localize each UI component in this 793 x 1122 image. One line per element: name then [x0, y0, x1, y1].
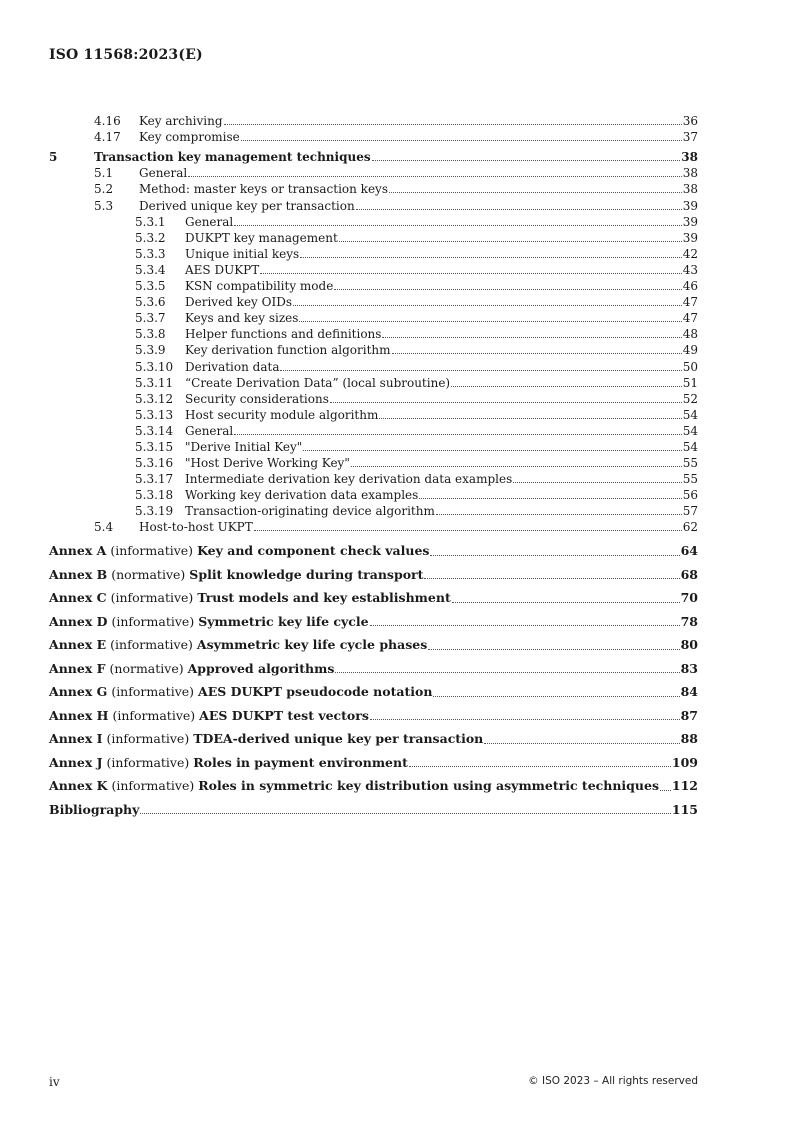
- leader-dots: [436, 514, 682, 515]
- toc-entry-5-4[interactable]: [49, 519, 698, 535]
- annex-page: 88: [680, 731, 698, 747]
- toc-entry-number: 5.3.3: [135, 246, 166, 261]
- toc-entry-annex-c[interactable]: [49, 586, 698, 610]
- toc-entry-5-3-19[interactable]: [49, 503, 698, 519]
- toc-entry-title: Helper functions and definitions: [185, 327, 382, 342]
- toc-entry-page: 47: [682, 311, 698, 326]
- toc-entry-number: 5.3.19: [135, 504, 174, 519]
- toc-entry-page: 49: [682, 343, 698, 358]
- toc-entry-number: 5.3.11: [135, 375, 174, 390]
- toc-entry-title: Working key derivation data examples: [185, 488, 419, 503]
- toc-entry-number: 5.4: [94, 520, 114, 535]
- toc-entry-page: 39: [682, 198, 698, 213]
- toc-entry-page: 62: [682, 520, 698, 535]
- toc-entry-page: 54: [682, 423, 698, 438]
- toc-section-4-continued: [49, 113, 698, 145]
- toc-entry-number: 4.16: [94, 114, 121, 129]
- toc-entry-title: “Create Derivation Data” (local subroutine): [185, 375, 451, 390]
- toc-entry-number: 5.3.14: [135, 423, 174, 438]
- toc-entry-page: 38: [682, 166, 698, 181]
- toc-entry-title: Unique initial keys: [185, 246, 300, 261]
- toc-entry-title: Transaction key management techniques: [94, 150, 371, 165]
- toc-entry-page: 52: [682, 391, 698, 406]
- page-number: iv: [49, 1075, 60, 1089]
- toc-entry-5-3-7[interactable]: [49, 310, 698, 326]
- toc-entry-5-3-15[interactable]: [49, 439, 698, 455]
- toc-entry-page: 37: [682, 130, 698, 145]
- annex-label: Annex K: [49, 778, 108, 794]
- toc-entry-page: 38: [681, 150, 698, 165]
- annex-kind: (informative): [111, 613, 195, 629]
- annex-page: 109: [671, 754, 698, 770]
- toc-entry-page: 50: [682, 359, 698, 374]
- toc-entry-5-3-4[interactable]: [49, 262, 698, 278]
- annex-page: 68: [680, 566, 698, 582]
- annex-title: AES DUKPT pseudocode notation: [198, 684, 433, 700]
- toc-entry-number: 5.3.10: [135, 359, 174, 374]
- copyright-notice: © ISO 2023 – All rights reserved: [528, 1075, 698, 1087]
- leader-dots: [299, 321, 681, 322]
- toc-entry-title: Method: master keys or transaction keys: [139, 182, 388, 197]
- toc-entry-title: Key derivation function algorithm: [185, 343, 391, 358]
- annex-label: Annex E: [49, 637, 107, 653]
- annex-kind: (informative): [106, 754, 190, 770]
- annex-label: Annex F: [49, 660, 106, 676]
- toc-entry-page: 42: [682, 246, 698, 261]
- toc-entry-title: Derived unique key per transaction: [139, 198, 355, 213]
- toc-entry-title: Host security module algorithm: [185, 407, 379, 422]
- toc-entry-page: 48: [682, 327, 698, 342]
- toc-entry-number: 5.3.7: [135, 311, 166, 326]
- toc-entry-5-3-10[interactable]: [49, 358, 698, 374]
- annex-label: Annex H: [49, 707, 109, 723]
- leader-dots: [334, 289, 681, 290]
- leader-dots: [370, 719, 680, 720]
- leader-dots: [339, 241, 682, 242]
- toc-entry-page: 55: [682, 472, 698, 487]
- toc-entry-annex-k[interactable]: [49, 774, 698, 798]
- leader-dots: [293, 305, 682, 306]
- toc-annexes: [49, 539, 698, 798]
- toc-entry-number: 5.3.18: [135, 488, 174, 503]
- toc-entry-number: 5.3.13: [135, 407, 174, 422]
- annex-title: Roles in symmetric key distribution using asymmetric techniques: [198, 778, 660, 794]
- toc-entry-page: 36: [682, 114, 698, 129]
- toc-entry-number: 5.3.4: [135, 262, 166, 277]
- toc-entry-5-3-8[interactable]: [49, 326, 698, 342]
- leader-dots: [452, 602, 680, 603]
- annex-page: 84: [680, 684, 698, 700]
- annex-page: 83: [680, 660, 698, 676]
- leader-dots: [430, 555, 679, 556]
- leader-dots: [389, 192, 682, 193]
- annex-kind: (informative): [106, 731, 190, 747]
- annex-label: Annex D: [49, 613, 108, 629]
- toc-entry-annex-f[interactable]: [49, 657, 698, 681]
- toc-entry-title: Key compromise: [139, 130, 240, 145]
- leader-dots: [335, 672, 679, 673]
- toc-entry-5-2[interactable]: [49, 181, 698, 197]
- toc-entry-page: 54: [682, 407, 698, 422]
- leader-dots: [140, 813, 671, 814]
- annex-page: 87: [680, 707, 698, 723]
- toc-entry-number: 5.3.2: [135, 230, 166, 245]
- leader-dots: [382, 337, 681, 338]
- leader-dots: [303, 450, 681, 451]
- leader-dots: [392, 353, 682, 354]
- leader-dots: [372, 160, 681, 161]
- annex-page: 64: [680, 543, 698, 559]
- toc-entry-5-3-3[interactable]: [49, 246, 698, 262]
- toc-entry-5-3-12[interactable]: [49, 391, 698, 407]
- toc-entry-page: 56: [682, 488, 698, 503]
- annex-kind: (informative): [110, 590, 194, 606]
- annex-title: Approved algorithms: [187, 660, 335, 676]
- toc-entry-page: 57: [682, 504, 698, 519]
- toc-entry-title: Derived key OIDs: [185, 295, 292, 310]
- leader-dots: [370, 625, 680, 626]
- annex-title: Symmetric key life cycle: [198, 613, 369, 629]
- annex-label: Annex A: [49, 543, 107, 559]
- leader-dots: [419, 498, 681, 499]
- leader-dots: [330, 402, 682, 403]
- annex-kind: (normative): [111, 566, 186, 582]
- leader-dots: [356, 209, 682, 210]
- toc-entry-number: 5.3.1: [135, 214, 166, 229]
- annex-kind: (informative): [110, 543, 194, 559]
- toc-entry-annex-a[interactable]: [49, 539, 698, 563]
- toc-entry-5-1[interactable]: [49, 165, 698, 181]
- leader-dots: [433, 696, 679, 697]
- leader-dots: [428, 649, 679, 650]
- toc-entry-number: 5.3.15: [135, 439, 174, 454]
- annex-kind: (informative): [110, 637, 193, 653]
- toc-entry-number: 5.3.5: [135, 279, 166, 294]
- annex-kind: (informative): [112, 707, 196, 723]
- toc-entry-number: 5.2: [94, 182, 114, 197]
- toc-entry-5-3-16[interactable]: [49, 455, 698, 471]
- toc-entry-5-3-18[interactable]: [49, 487, 698, 503]
- leader-dots: [424, 578, 679, 579]
- toc-entry-page: 43: [682, 262, 698, 277]
- toc-entry-title: "Derive Initial Key": [185, 439, 303, 454]
- leader-dots: [280, 370, 681, 371]
- document-id-header: ISO 11568:2023(E): [49, 47, 203, 63]
- leader-dots: [351, 466, 682, 467]
- toc-section-5: [49, 149, 698, 535]
- toc-entry-5-3-14[interactable]: [49, 423, 698, 439]
- toc-entry-title: KSN compatibility mode: [185, 279, 334, 294]
- leader-dots: [234, 434, 681, 435]
- leader-dots: [451, 386, 682, 387]
- toc-entry-page: 47: [682, 295, 698, 310]
- annex-kind: (normative): [109, 660, 184, 676]
- toc-entry-title: Key archiving: [139, 114, 223, 129]
- leader-dots: [234, 225, 681, 226]
- toc-entry-title: Host-to-host UKPT: [139, 520, 253, 535]
- annex-title: Key and component check values: [197, 543, 430, 559]
- annex-label: Annex G: [49, 684, 108, 700]
- toc-entry-title: Intermediate derivation key derivation data examples: [185, 472, 513, 487]
- toc-entry-annex-e[interactable]: [49, 633, 698, 657]
- toc-entry-annex-h[interactable]: [49, 704, 698, 728]
- leader-dots: [484, 743, 679, 744]
- toc-entry-5-3-11[interactable]: [49, 375, 698, 391]
- toc-entry-number: 5: [49, 150, 58, 165]
- toc-entry-title: General: [139, 166, 188, 181]
- toc-entry-5-3-6[interactable]: [49, 294, 698, 310]
- toc-entry-number: 5.3.9: [135, 343, 166, 358]
- toc-entry-number: 5.3.16: [135, 456, 174, 471]
- toc-entry-page: 39: [682, 230, 698, 245]
- toc-entry-title: General: [185, 214, 234, 229]
- toc-entry-5-3-1[interactable]: [49, 214, 698, 230]
- toc-entry-title: Keys and key sizes: [185, 311, 299, 326]
- bibliography-title: Bibliography: [49, 801, 140, 817]
- toc-entry-title: Transaction-originating device algorithm: [185, 504, 435, 519]
- annex-title: AES DUKPT test vectors: [199, 707, 369, 723]
- toc-entry-5-3[interactable]: [49, 197, 698, 213]
- annex-title: Asymmetric key life cycle phases: [196, 637, 428, 653]
- annex-page: 80: [680, 637, 698, 653]
- toc-entry-annex-g[interactable]: [49, 680, 698, 704]
- toc-entry-5-3-17[interactable]: [49, 471, 698, 487]
- annex-title: TDEA-derived unique key per transaction: [193, 731, 484, 747]
- annex-title: Split knowledge during transport: [189, 566, 424, 582]
- toc-entry-5-3-5[interactable]: [49, 278, 698, 294]
- leader-dots: [224, 124, 682, 125]
- toc-entry-4-17[interactable]: [49, 129, 698, 145]
- annex-page: 112: [671, 778, 698, 794]
- toc-entry-number: 5.3.12: [135, 391, 174, 406]
- leader-dots: [379, 418, 681, 419]
- toc-entry-number: 4.17: [94, 130, 121, 145]
- leader-dots: [300, 257, 682, 258]
- toc-entry-5-3-9[interactable]: [49, 342, 698, 358]
- leader-dots: [188, 176, 681, 177]
- leader-dots: [260, 273, 681, 274]
- toc-entry-title: General: [185, 423, 234, 438]
- toc-entry-title: DUKPT key management: [185, 230, 338, 245]
- leader-dots: [660, 790, 671, 791]
- annex-page: 70: [680, 590, 698, 606]
- table-of-contents: [49, 113, 698, 821]
- annex-title: Roles in payment environment: [193, 754, 408, 770]
- toc-entry-title: "Host Derive Working Key": [185, 456, 350, 471]
- toc-entry-4-16[interactable]: [49, 113, 698, 129]
- toc-entry-page: 39: [682, 214, 698, 229]
- toc-entry-title: Security considerations: [185, 391, 329, 406]
- toc-entry-number: 5.3.17: [135, 472, 174, 487]
- annex-label: Annex B: [49, 566, 108, 582]
- toc-entry-number: 5.3.8: [135, 327, 166, 342]
- toc-entry-5-3-2[interactable]: [49, 230, 698, 246]
- toc-entry-page: 51: [682, 375, 698, 390]
- leader-dots: [409, 766, 671, 767]
- annex-label: Annex I: [49, 731, 103, 747]
- annex-label: Annex J: [49, 754, 103, 770]
- annex-label: Annex C: [49, 590, 107, 606]
- toc-entry-number: 5.3: [94, 198, 114, 213]
- toc-entry-page: 55: [682, 456, 698, 471]
- toc-entry-5[interactable]: [49, 149, 698, 165]
- toc-entry-page: 46: [682, 279, 698, 294]
- toc-entry-annex-d[interactable]: [49, 610, 698, 634]
- bibliography-page: 115: [671, 801, 698, 817]
- toc-entry-page: 54: [682, 439, 698, 454]
- toc-entry-number: 5.1: [94, 166, 114, 181]
- toc-entry-title: AES DUKPT: [185, 262, 260, 277]
- toc-entry-page: 38: [682, 182, 698, 197]
- toc-entry-annex-b[interactable]: [49, 563, 698, 587]
- annex-kind: (informative): [111, 684, 195, 700]
- toc-entry-title: Derivation data: [185, 359, 280, 374]
- toc-entry-annex-i[interactable]: [49, 727, 698, 751]
- toc-entry-bibliography[interactable]: [49, 798, 698, 822]
- leader-dots: [254, 530, 682, 531]
- leader-dots: [513, 482, 681, 483]
- annex-kind: (informative): [111, 778, 195, 794]
- toc-entry-number: 5.3.6: [135, 295, 166, 310]
- toc-entry-5-3-13[interactable]: [49, 407, 698, 423]
- annex-page: 78: [680, 613, 698, 629]
- toc-entry-annex-j[interactable]: [49, 751, 698, 775]
- leader-dots: [241, 140, 682, 141]
- annex-title: Trust models and key establishment: [197, 590, 451, 606]
